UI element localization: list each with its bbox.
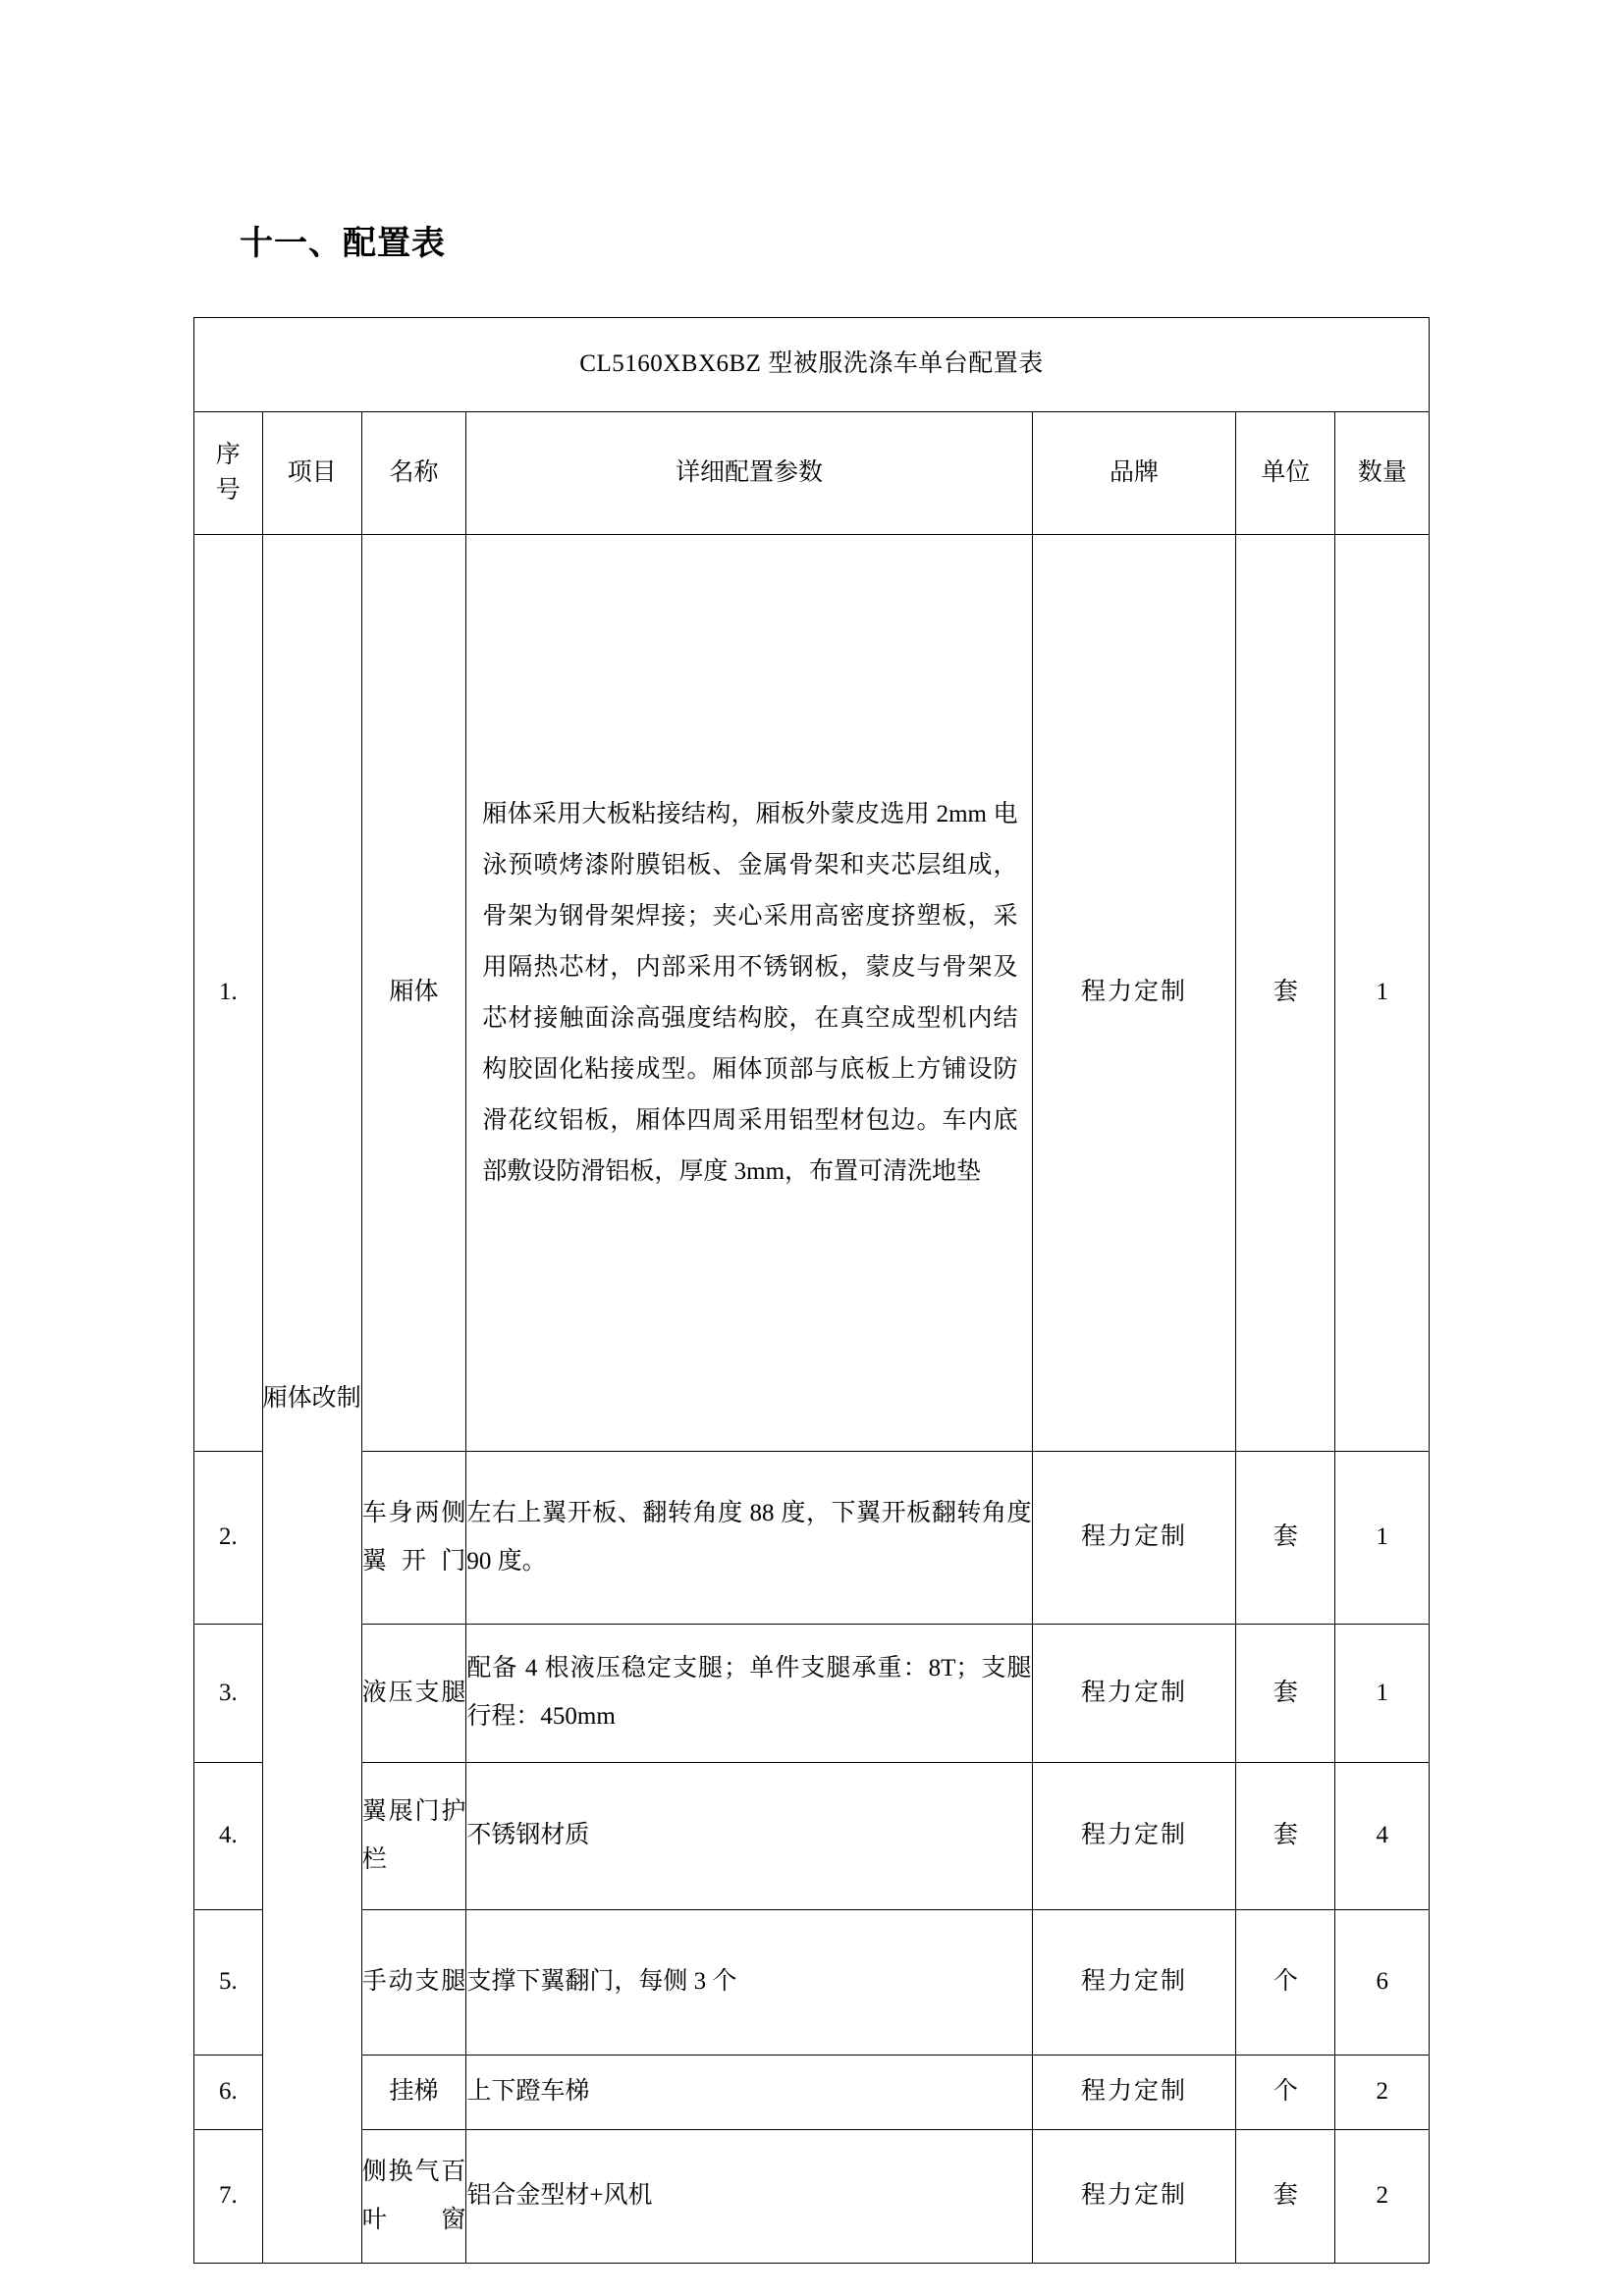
cell-brand: 程力定制 bbox=[1032, 1910, 1236, 2056]
cell-unit: 个 bbox=[1236, 1910, 1335, 2056]
cell-brand: 程力定制 bbox=[1032, 1625, 1236, 1763]
cell-seq: 3. bbox=[194, 1625, 263, 1763]
table-row bbox=[194, 1910, 1430, 2056]
cell-unit: 套 bbox=[1236, 1452, 1335, 1625]
cell-unit: 套 bbox=[1236, 1763, 1335, 1910]
cell-name-text: 液压支腿 bbox=[361, 1679, 466, 1706]
cell-item-group bbox=[262, 535, 361, 2264]
group-label: 厢体改制 bbox=[262, 1384, 361, 1412]
cell-brand: 程力定制 bbox=[1032, 2130, 1236, 2264]
cell-unit: 套 bbox=[1236, 1625, 1335, 1763]
cell-param: 不锈钢材质 bbox=[466, 1763, 1032, 1910]
cell-unit: 个 bbox=[1236, 2056, 1335, 2130]
cell-seq: 7. bbox=[194, 2130, 263, 2264]
table-row bbox=[194, 1452, 1430, 1625]
table-row bbox=[194, 1625, 1430, 1763]
cell-name-text: 侧换气百叶窗 bbox=[361, 2158, 466, 2233]
cell-unit: 套 bbox=[1236, 535, 1335, 1452]
configuration-table-container bbox=[193, 317, 1430, 2264]
cell-seq: 1. bbox=[194, 535, 263, 1452]
cell-qty: 4 bbox=[1335, 1763, 1430, 1910]
cell-name-text: 手动支腿 bbox=[361, 1968, 466, 1996]
column-header-seq: 序号 bbox=[194, 412, 263, 535]
cell-param: 支撑下翼翻门，每侧 3 个 bbox=[466, 1910, 1032, 2056]
table-row bbox=[194, 1763, 1430, 1910]
cell-seq: 2. bbox=[194, 1452, 263, 1625]
cell-name bbox=[361, 1452, 466, 1625]
configuration-table bbox=[193, 317, 1430, 2264]
cell-qty: 1 bbox=[1335, 1452, 1430, 1625]
column-header-unit: 单位 bbox=[1236, 412, 1335, 535]
cell-seq: 6. bbox=[194, 2056, 263, 2130]
cell-name bbox=[361, 1910, 466, 2056]
cell-qty: 6 bbox=[1335, 1910, 1430, 2056]
column-header-qty: 数量 bbox=[1335, 412, 1430, 535]
cell-name bbox=[361, 1625, 466, 1763]
cell-param: 左右上翼开板、翻转角度 88 度，下翼开板翻转角度 90 度。 bbox=[466, 1452, 1032, 1625]
cell-param: 厢体采用大板粘接结构，厢板外蒙皮选用 2mm 电泳预喷烤漆附膜铝板、金属骨架和夹芯层组成，骨架为钢骨架焊接；夹心采用高密度挤塑板，采用隔热芯材，内部采用不锈钢板，蒙皮与骨架及芯材接触面涂高强度结构胶，在真空成型机内结构胶固化粘接成型。厢体顶部与底板上方铺设防滑花纹铝板，厢体四周采用铝型材包边。车内底部敷设防滑铝板，厚度 3mm，布置可清洗地垫 bbox=[466, 535, 1032, 1452]
cell-brand: 程力定制 bbox=[1032, 2056, 1236, 2130]
cell-qty: 1 bbox=[1335, 535, 1430, 1452]
table-row bbox=[194, 2056, 1430, 2130]
cell-qty: 2 bbox=[1335, 2056, 1430, 2130]
table-title-row bbox=[194, 318, 1430, 412]
cell-name-text: 车身两侧翼开门 bbox=[361, 1499, 466, 1575]
cell-param: 上下蹬车梯 bbox=[466, 2056, 1032, 2130]
cell-name bbox=[361, 2130, 466, 2264]
cell-name bbox=[361, 1763, 466, 1910]
cell-param: 铝合金型材+风机 bbox=[466, 2130, 1032, 2264]
section-heading: 十一、配置表 bbox=[240, 224, 446, 262]
column-header-brand: 品牌 bbox=[1032, 412, 1236, 535]
cell-unit: 套 bbox=[1236, 2130, 1335, 2264]
table-title: CL5160XBX6BZ 型被服洗涤车单台配置表 bbox=[194, 318, 1430, 412]
cell-brand: 程力定制 bbox=[1032, 535, 1236, 1452]
cell-name: 挂梯 bbox=[361, 2056, 466, 2130]
table-header-row bbox=[194, 412, 1430, 535]
cell-brand: 程力定制 bbox=[1032, 1452, 1236, 1625]
cell-name: 厢体 bbox=[361, 535, 466, 1452]
table-row bbox=[194, 535, 1430, 1452]
cell-param: 配备 4 根液压稳定支腿；单件支腿承重：8T；支腿行程：450mm bbox=[466, 1625, 1032, 1763]
column-header-param: 详细配置参数 bbox=[466, 412, 1032, 535]
cell-seq: 4. bbox=[194, 1763, 263, 1910]
cell-qty: 1 bbox=[1335, 1625, 1430, 1763]
cell-brand: 程力定制 bbox=[1032, 1763, 1236, 1910]
table-row bbox=[194, 2130, 1430, 2264]
cell-qty: 2 bbox=[1335, 2130, 1430, 2264]
column-header-name: 名称 bbox=[361, 412, 466, 535]
cell-name-text: 翼展门护栏 bbox=[361, 1797, 466, 1873]
cell-seq: 5. bbox=[194, 1910, 263, 2056]
column-header-item: 项目 bbox=[262, 412, 361, 535]
